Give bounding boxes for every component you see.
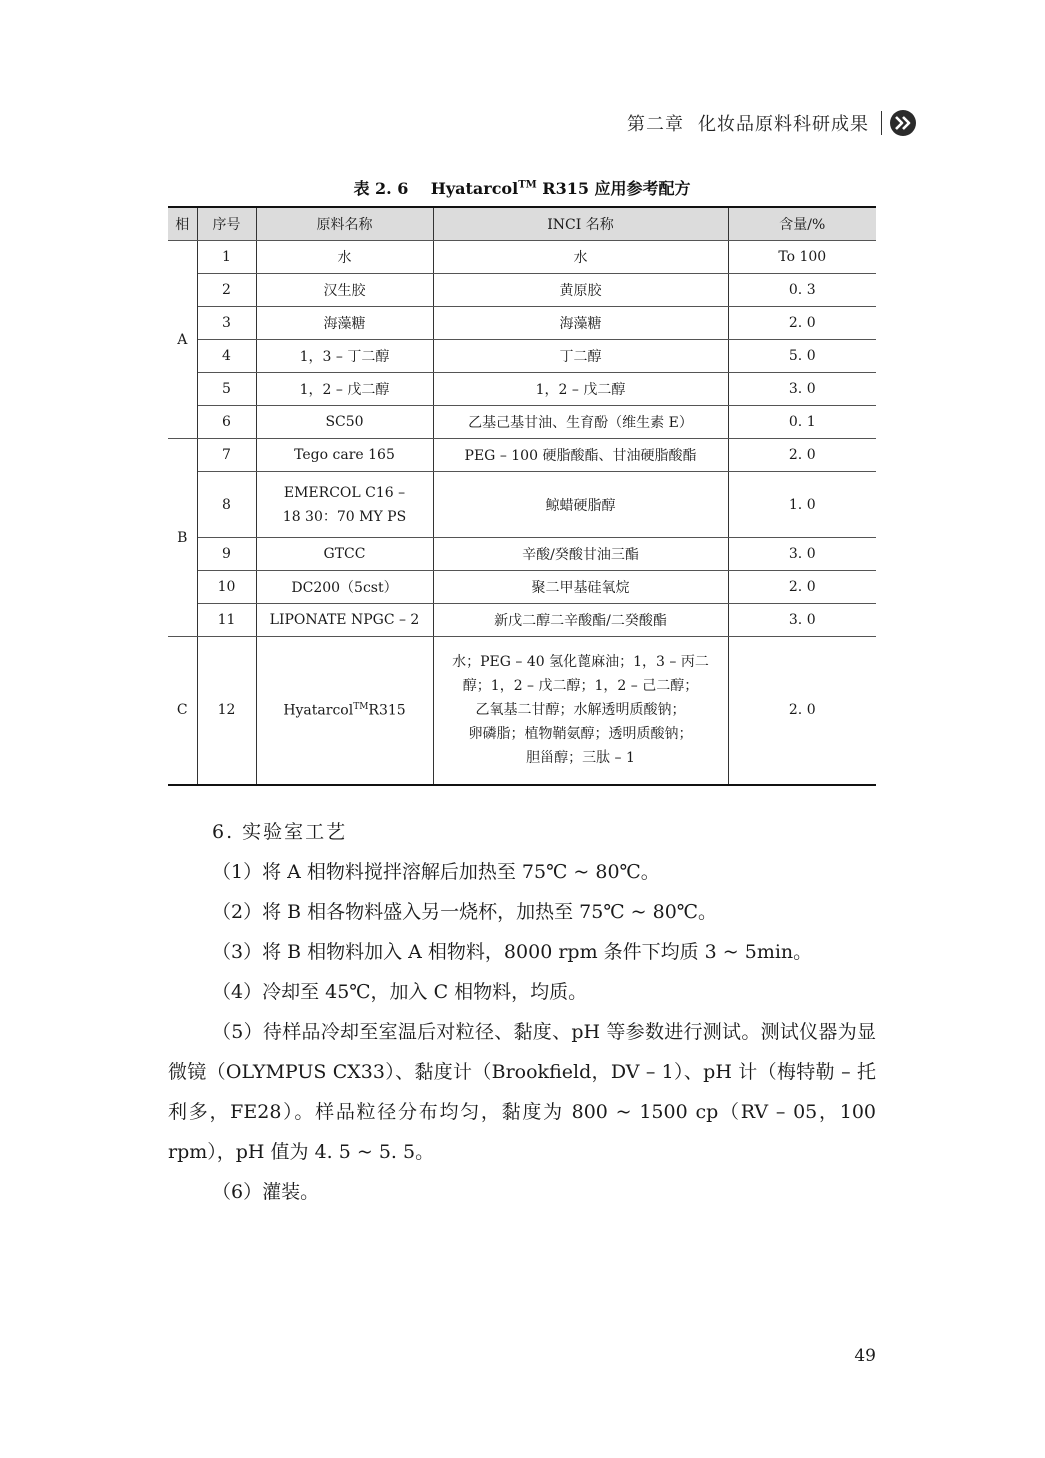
ingredient-cell: 水 [256, 241, 433, 274]
double-chevron-right-icon [890, 110, 916, 136]
ingredient-cell: 海藻糖 [256, 307, 433, 340]
inci-line: 乙氧基二甘醇；水解透明质酸钠； [475, 702, 686, 719]
formula-table [168, 206, 876, 786]
header-number: 序号 [197, 207, 256, 241]
number-cell: 2 [197, 274, 256, 307]
caption-suffix: R315 应用参考配方 [536, 179, 691, 198]
inci-line: 醇；1，2 – 戊二醇；1，2 – 己二醇； [462, 678, 699, 695]
number-cell: 1 [197, 241, 256, 274]
page-number: 49 [854, 1346, 876, 1366]
number-cell: 5 [197, 373, 256, 406]
section-title: 6. 实验室工艺 [212, 821, 348, 843]
inci-cell: 水 [433, 241, 728, 274]
amount-cell: To 100 [728, 241, 876, 274]
procedure-step: （2）将 B 相各物料盛入另一烧杯，加热至 75℃ ~ 80℃。 [212, 901, 718, 923]
table-row [168, 241, 876, 274]
ingredient-cell: 1，3 – 丁二醇 [256, 340, 433, 373]
number-cell: 7 [197, 439, 256, 472]
amount-cell: 3. 0 [728, 604, 876, 637]
procedure-step: （1）将 A 相物料搅拌溶解后加热至 75℃ ~ 80℃。 [212, 861, 660, 883]
number-cell: 9 [197, 538, 256, 571]
header-ingredient: 原料名称 [256, 207, 433, 241]
ingredient-line: 18 30：70 MY PS [282, 508, 407, 525]
caption-brand: Hyatarcol [430, 179, 519, 198]
inci-cell: 丁二醇 [433, 340, 728, 373]
amount-cell: 3. 0 [728, 373, 876, 406]
amount-cell: 0. 3 [728, 274, 876, 307]
inci-line: 卵磷脂；植物鞘氨醇；透明质酸钠； [468, 726, 693, 743]
table-row [168, 538, 876, 571]
amount-cell: 1. 0 [728, 472, 876, 538]
inci-cell: 聚二甲基硅氧烷 [433, 571, 728, 604]
number-cell: 6 [197, 406, 256, 439]
header-phase: 相 [168, 207, 197, 241]
amount-cell: 0. 1 [728, 406, 876, 439]
table-row [168, 373, 876, 406]
ingredient-cell: 汉生胶 [256, 274, 433, 307]
phase-cell: A [168, 241, 197, 439]
inci-cell: 新戊二醇二辛酸酯/二癸酸酯 [433, 604, 728, 637]
ingredient-cell: LIPONATE NPGC – 2 [256, 604, 433, 637]
ingredient-cell [256, 637, 433, 785]
chapter-label: 第二章 [627, 114, 684, 135]
amount-cell: 5. 0 [728, 340, 876, 373]
ingredient-brand: Hyatarcol [283, 702, 354, 719]
caption-number: 表 2. 6 [353, 179, 409, 198]
ingredient-cell: Tego care 165 [256, 439, 433, 472]
number-cell: 4 [197, 340, 256, 373]
phase-cell: B [168, 439, 197, 637]
header-amount: 含量/% [728, 207, 876, 241]
procedure-step: （3）将 B 相物料加入 A 相物料，8000 rpm 条件下均质 3 ~ 5min。 [212, 941, 813, 963]
table-row [168, 571, 876, 604]
amount-cell: 3. 0 [728, 538, 876, 571]
procedure-step: （6）灌装。 [212, 1181, 320, 1203]
inci-cell: 海藻糖 [433, 307, 728, 340]
inci-line: 胆甾醇；三肽 – 1 [526, 750, 635, 767]
table-row [168, 637, 876, 785]
amount-cell: 2. 0 [728, 439, 876, 472]
table-header-row [168, 207, 876, 241]
inci-cell: 黄原胶 [433, 274, 728, 307]
table-caption [168, 176, 876, 199]
number-cell: 11 [197, 604, 256, 637]
ingredient-cell [256, 472, 433, 538]
amount-cell: 2. 0 [728, 307, 876, 340]
table-row [168, 307, 876, 340]
procedure-section [168, 812, 876, 1212]
caption-tm: TM [518, 179, 537, 191]
inci-cell: 辛酸/癸酸甘油三酯 [433, 538, 728, 571]
ingredient-line: EMERCOL C16 – [283, 484, 406, 501]
ingredient-suffix: R315 [368, 702, 406, 719]
number-cell: 3 [197, 307, 256, 340]
table-row [168, 340, 876, 373]
ingredient-cell: SC50 [256, 406, 433, 439]
phase-cell: C [168, 637, 197, 785]
inci-cell: 鲸蜡硬脂醇 [433, 472, 728, 538]
table-row [168, 472, 876, 538]
ingredient-cell: GTCC [256, 538, 433, 571]
inci-cell: 1，2 – 戊二醇 [433, 373, 728, 406]
table-row [168, 439, 876, 472]
ingredient-cell: DC200（5cst） [256, 571, 433, 604]
inci-line: 水；PEG – 40 氢化蓖麻油；1，3 – 丙二 [452, 654, 709, 671]
inci-cell: 乙基己基甘油、生育酚（维生素 E） [433, 406, 728, 439]
inci-cell: PEG – 100 硬脂酸酯、甘油硬脂酸酯 [433, 439, 728, 472]
number-cell: 8 [197, 472, 256, 538]
table-row [168, 274, 876, 307]
header-divider [881, 111, 882, 135]
procedure-step: （4）冷却至 45℃，加入 C 相物料，均质。 [212, 981, 588, 1003]
ingredient-tm: TM [353, 701, 369, 712]
table-row [168, 406, 876, 439]
amount-cell: 2. 0 [728, 571, 876, 604]
amount-cell: 2. 0 [728, 637, 876, 785]
header-inci: INCI 名称 [433, 207, 728, 241]
chapter-title: 化妆品原料科研成果 [698, 114, 869, 135]
table-row [168, 604, 876, 637]
procedure-step: （5）待样品冷却至室温后对粒径、黏度、pH 等参数进行测试。测试仪器为显微镜（OLYMPUS CX33）、黏度计（Brookfield，DV – 1）、pH 计（梅特勒 – 托利多，FE28）。样品粒径分布均匀，黏度为 800 ~ 1500 cp（RV – 05，100 rpm），pH 值为 4. 5 ~ 5. 5。 [168, 1021, 876, 1163]
running-header [560, 108, 916, 138]
ingredient-cell: 1，2 – 戊二醇 [256, 373, 433, 406]
number-cell: 10 [197, 571, 256, 604]
number-cell: 12 [197, 637, 256, 785]
inci-cell [433, 637, 728, 785]
